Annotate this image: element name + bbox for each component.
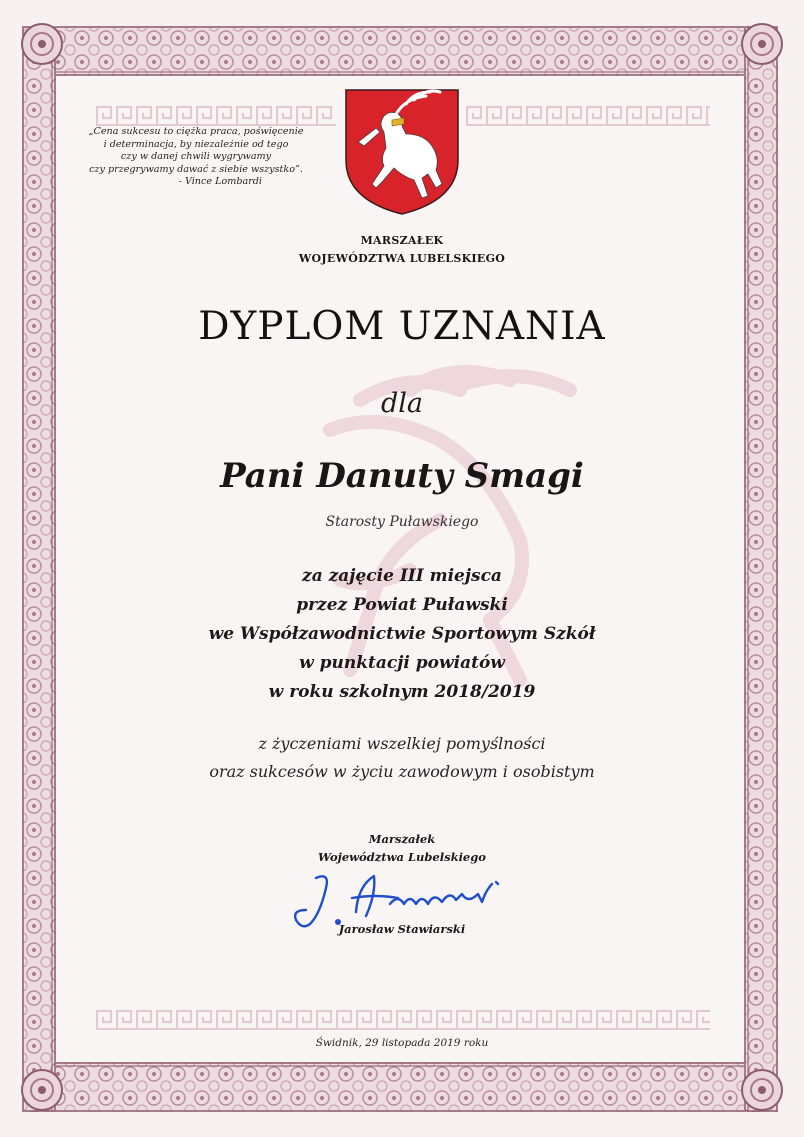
reason-line: przez Powiat Puławski bbox=[296, 595, 508, 615]
reason-line: we Współzawodnictwie Sportowym Szkół bbox=[208, 624, 596, 644]
for-word: dla bbox=[380, 388, 424, 419]
signature-title-2: Województwa Lubelskiego bbox=[318, 850, 486, 864]
meander-strip-bottom bbox=[96, 1008, 710, 1030]
diploma-title: DYPLOM UZNANIA bbox=[198, 304, 606, 349]
wishes-line: oraz sukcesów w życiu zawodowym i osobistym bbox=[209, 762, 595, 781]
lublin-voivodeship-coat-of-arms-deer-icon bbox=[344, 88, 460, 216]
reason-line: w punktacji powiatów bbox=[299, 653, 505, 673]
place-and-date: Świdnik, 29 listopada 2019 roku bbox=[315, 1037, 489, 1049]
reason-line: za zajęcie III miejsca bbox=[302, 566, 502, 586]
corner-ornament-icon bbox=[14, 1062, 70, 1118]
signer-name: Jarosław Stawiarski bbox=[338, 922, 466, 936]
meander-strip-top-right bbox=[466, 104, 710, 126]
recipient-role: Starosty Puławskiego bbox=[325, 514, 479, 530]
ornamental-border-bottom bbox=[22, 1062, 778, 1112]
reason-line: w roku szkolnym 2018/2019 bbox=[268, 682, 536, 702]
quote-author: - Vince Lombardi bbox=[178, 176, 262, 188]
ornamental-border-top bbox=[22, 26, 778, 76]
quote-line: „Cena sukcesu to ciężka praca, poświęcenie bbox=[88, 126, 304, 137]
quote-line: czy w danej chwili wygrywamy bbox=[120, 151, 272, 163]
quote-line: czy przegrywamy dawać z siebie wszystko”. bbox=[89, 163, 303, 175]
corner-ornament-icon bbox=[14, 16, 70, 72]
quote-line: i determinacja, by niezależnie od tego bbox=[103, 138, 289, 150]
meander-strip-top-left bbox=[96, 104, 336, 126]
wishes-line: z życzeniami wszelkiej pomyślności bbox=[258, 734, 546, 753]
issuer-line-1: MARSZAŁEK bbox=[360, 234, 444, 247]
corner-ornament-icon bbox=[734, 1062, 790, 1118]
motto-quote bbox=[78, 126, 314, 189]
recipient-name: Pani Danuty Smagi bbox=[220, 456, 584, 496]
signature-title-1: Marszałek bbox=[368, 832, 436, 846]
issuer-line-2: WOJEWÓDZTWA LUBELSKIEGO bbox=[298, 252, 506, 265]
corner-ornament-icon bbox=[734, 16, 790, 72]
